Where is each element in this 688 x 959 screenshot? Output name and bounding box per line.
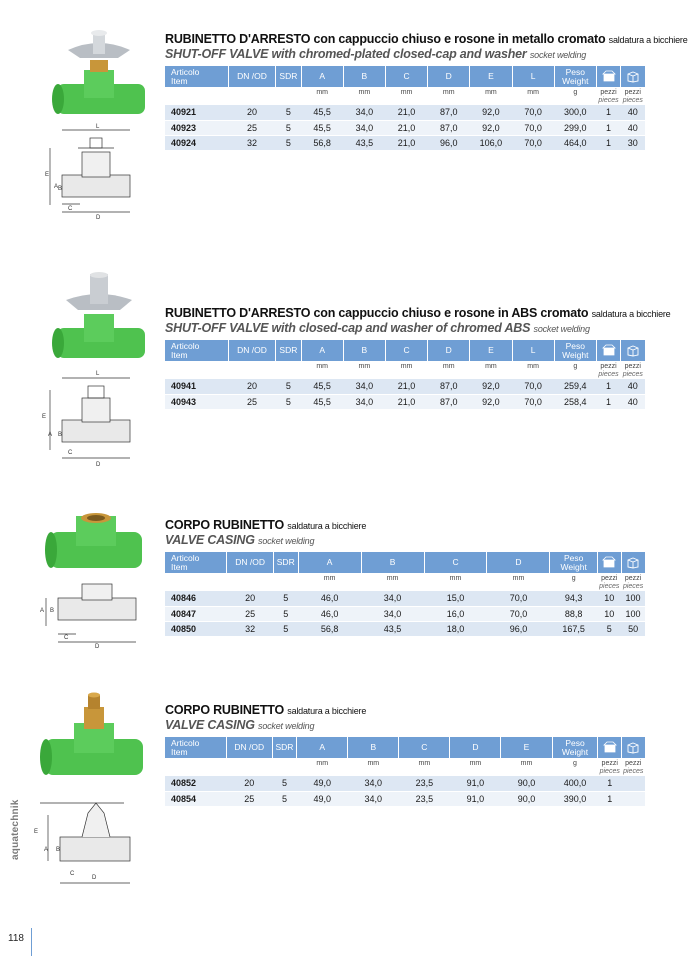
table-cell: 299,0: [554, 120, 596, 135]
table-header-cell: B: [343, 340, 385, 361]
table-row: [165, 379, 645, 394]
table-header-cell: D: [450, 737, 501, 758]
table-cell: 1: [596, 120, 620, 135]
table-header-cell: [621, 552, 645, 573]
table-cell: 25: [228, 120, 275, 135]
table-cell: 100: [621, 606, 645, 621]
table-header-cell: A: [301, 340, 343, 361]
table-header-cell: Articolo Item: [165, 552, 227, 573]
table-cell: 40: [621, 394, 645, 409]
table-header-cell: L: [512, 340, 554, 361]
table-cell: 167,5: [550, 621, 597, 636]
table-cell: 5: [597, 621, 621, 636]
table-cell: 45,5: [301, 105, 343, 120]
dim-label-E: E: [34, 829, 39, 835]
table-cell: 5: [272, 791, 297, 806]
table-header-cell: C: [385, 66, 427, 87]
dim-label-C: C: [68, 206, 73, 212]
table-cell: [621, 791, 645, 806]
section-title: [165, 32, 688, 61]
unit-cell: mm: [323, 575, 336, 582]
table-header-cell: D: [487, 552, 550, 573]
table-cell: 1: [596, 135, 620, 150]
table-header-cell: SDR: [272, 737, 297, 758]
table-cell: 92,0: [470, 394, 512, 409]
brand-logo: aquatechnik: [10, 799, 21, 860]
table-cell: 87,0: [428, 120, 470, 135]
dim-label-B: B: [58, 186, 63, 192]
spec-table: [165, 737, 645, 807]
table-cell: 92,0: [470, 379, 512, 394]
table-cell: 1: [596, 379, 620, 394]
unit-cell: mm: [442, 89, 455, 96]
table-header-cell: Peso Weight: [554, 340, 596, 361]
table-cell: 56,8: [301, 135, 343, 150]
dim-label-B: B: [58, 432, 63, 438]
table-header-cell: DN /OD: [228, 66, 275, 87]
title-english: VALVE CASING socket welding: [165, 718, 315, 732]
title-italian: CORPO RUBINETTO saldatura a bicchiere: [165, 518, 367, 532]
table-cell: 5: [276, 120, 301, 135]
dim-label-L: L: [96, 124, 100, 130]
table-cell: 50: [621, 621, 645, 636]
unit-cell: pezzi pieces: [623, 760, 644, 775]
table-cell: 87,0: [428, 105, 470, 120]
table-header-cell: Peso Weight: [550, 552, 597, 573]
table-cell: 21,0: [385, 105, 427, 120]
carton-box-icon: [626, 556, 640, 569]
table-cell: 70,0: [512, 394, 554, 409]
carton-box-icon: [626, 741, 640, 754]
table-cell: 96,0: [428, 135, 470, 150]
item-code: 40847: [165, 606, 227, 621]
table-row: [165, 105, 645, 120]
table-header-cell: Articolo Item: [165, 340, 228, 361]
table-header-cell: DN /OD: [227, 552, 273, 573]
table-header-cell: A: [297, 737, 348, 758]
table-cell: 300,0: [554, 105, 596, 120]
title-english: VALVE CASING socket welding: [165, 533, 315, 547]
unit-cell: mm: [400, 89, 413, 96]
table-cell: 70,0: [487, 606, 550, 621]
item-code: 40924: [165, 135, 228, 150]
unit-cell: pezzi pieces: [598, 363, 619, 378]
unit-cell: mm: [485, 89, 497, 96]
table-cell: 46,0: [298, 591, 361, 606]
table-cell: 1: [596, 105, 620, 120]
table-cell: 1: [598, 776, 621, 791]
table-header-cell: A: [298, 552, 361, 573]
item-code: 40852: [165, 776, 226, 791]
unit-cell: mm: [520, 760, 533, 767]
table-cell: 258,4: [554, 394, 596, 409]
table-cell: 88,8: [550, 606, 597, 621]
open-box-icon: [603, 741, 617, 754]
valve-casing-brass-stem-illustration: [0, 685, 160, 895]
units-row: [165, 758, 645, 776]
table-header-cell: Articolo Item: [165, 737, 226, 758]
table-cell: 21,0: [385, 379, 427, 394]
table-header-cell: [597, 552, 621, 573]
table-cell: 20: [227, 591, 273, 606]
table-cell: 34,0: [348, 791, 399, 806]
table-cell: 91,0: [450, 776, 501, 791]
units-row: [165, 361, 645, 379]
table-header-cell: C: [424, 552, 487, 573]
table-cell: 96,0: [487, 621, 550, 636]
table-cell: 40: [621, 120, 645, 135]
table-cell: 18,0: [424, 621, 487, 636]
open-box-icon: [602, 70, 616, 83]
table-header-cell: A: [301, 66, 343, 87]
table-cell: 23,5: [399, 776, 450, 791]
dim-label-C: C: [70, 871, 75, 877]
table-header-cell: E: [470, 340, 512, 361]
table-header-row: [165, 552, 645, 573]
table-cell: 92,0: [470, 120, 512, 135]
table-cell: 5: [273, 591, 298, 606]
unit-cell: mm: [316, 760, 329, 767]
title-italian: CORPO RUBINETTO saldatura a bicchiere: [165, 703, 367, 717]
unit-cell: [276, 87, 301, 105]
section-title: [165, 703, 366, 732]
table-row: [165, 776, 645, 791]
unit-cell: [227, 573, 273, 591]
unit-cell: [165, 87, 228, 105]
table-cell: 70,0: [512, 105, 554, 120]
unit-cell: mm: [418, 760, 431, 767]
table-header-cell: Articolo Item: [165, 66, 228, 87]
dim-label-E: E: [42, 414, 47, 420]
table-cell: 87,0: [428, 379, 470, 394]
table-header-cell: DN /OD: [228, 340, 275, 361]
dim-label-B: B: [50, 608, 55, 614]
dim-label-A: A: [48, 432, 53, 438]
table-cell: 1: [596, 394, 620, 409]
table-cell: 30: [621, 135, 645, 150]
table-cell: 5: [276, 394, 301, 409]
unit-cell: mm: [316, 363, 328, 370]
table-cell: 70,0: [512, 135, 554, 150]
table-header-cell: Peso Weight: [554, 66, 596, 87]
unit-cell: [273, 573, 298, 591]
dim-label-B: B: [56, 847, 61, 853]
table-row: [165, 394, 645, 409]
title-english: SHUT-OFF VALVE with chromed-plated closed-cap and washer socket welding: [165, 47, 587, 61]
table-cell: 40: [621, 379, 645, 394]
section-title: [165, 306, 670, 335]
table-cell: 10: [597, 606, 621, 621]
units-row: [165, 87, 645, 105]
unit-cell: g: [573, 89, 578, 96]
table-row: [165, 606, 645, 621]
item-code: 40850: [165, 621, 227, 636]
dim-label-E: E: [45, 172, 50, 178]
table-cell: 464,0: [554, 135, 596, 150]
dim-label-C: C: [64, 635, 69, 641]
table-row: [165, 591, 645, 606]
table-cell: 10: [597, 591, 621, 606]
unit-cell: [226, 758, 272, 776]
shutoff-valve-abs-cap-illustration: [0, 268, 160, 478]
table-cell: 34,0: [343, 379, 385, 394]
table-cell: 49,0: [297, 791, 348, 806]
table-cell: 21,0: [385, 394, 427, 409]
title-english: SHUT-OFF VALVE with closed-cap and washer of chromed ABS socket welding: [165, 321, 590, 335]
table-row: [165, 621, 645, 636]
table-header-row: [165, 340, 645, 361]
table-cell: 45,5: [301, 379, 343, 394]
title-italian: RUBINETTO D'ARRESTO con cappuccio chiuso e rosone in ABS cromato saldatura a bicchiere: [165, 306, 671, 320]
table-cell: 25: [228, 394, 275, 409]
unit-cell: mm: [527, 363, 539, 370]
table-header-cell: C: [399, 737, 450, 758]
unit-cell: mm: [449, 575, 462, 582]
table-cell: 87,0: [428, 394, 470, 409]
table-cell: 45,5: [301, 120, 343, 135]
table-cell: 34,0: [343, 120, 385, 135]
table-cell: 49,0: [297, 776, 348, 791]
table-cell: 43,5: [343, 135, 385, 150]
dim-label-A: A: [40, 608, 45, 614]
table-cell: 32: [227, 621, 273, 636]
table-cell: 70,0: [512, 379, 554, 394]
table-header-cell: B: [343, 66, 385, 87]
table-header-cell: SDR: [273, 552, 298, 573]
unit-cell: mm: [527, 89, 539, 96]
spec-table: [165, 66, 645, 151]
unit-cell: mm: [316, 89, 328, 96]
dim-label-D: D: [95, 644, 100, 650]
table-cell: 56,8: [298, 621, 361, 636]
unit-cell: mm: [358, 363, 371, 370]
table-cell: 40: [621, 105, 645, 120]
table-header-cell: SDR: [276, 66, 301, 87]
table-cell: 20: [228, 379, 275, 394]
unit-cell: pezzi pieces: [599, 760, 620, 775]
item-code: 40854: [165, 791, 226, 806]
table-cell: 92,0: [470, 105, 512, 120]
unit-cell: pezzi pieces: [622, 89, 643, 104]
table-cell: 91,0: [450, 791, 501, 806]
table-cell: 34,0: [348, 776, 399, 791]
dim-label-A: A: [54, 184, 59, 190]
table-cell: 34,0: [343, 105, 385, 120]
unit-cell: mm: [512, 575, 525, 582]
unit-cell: g: [571, 575, 576, 582]
table-header-cell: D: [428, 66, 470, 87]
page-number: 118: [8, 933, 24, 944]
table-cell: 5: [276, 105, 301, 120]
table-header-cell: B: [361, 552, 424, 573]
item-code: 40846: [165, 591, 227, 606]
table-cell: 20: [226, 776, 272, 791]
table-cell: 45,5: [301, 394, 343, 409]
carton-box-icon: [626, 344, 640, 357]
table-cell: 100: [621, 591, 645, 606]
table-cell: [621, 776, 645, 791]
table-header-cell: Peso Weight: [552, 737, 598, 758]
page-number-divider: [31, 928, 32, 956]
table-cell: 1: [598, 791, 621, 806]
table-header-cell: SDR: [276, 340, 301, 361]
dim-label-L: L: [96, 371, 100, 377]
table-cell: 25: [226, 791, 272, 806]
title-italian: RUBINETTO D'ARRESTO con cappuccio chiuso e rosone in metallo cromato saldatura a bicchiere: [165, 32, 688, 46]
table-cell: 20: [228, 105, 275, 120]
table-header-cell: DN /OD: [226, 737, 272, 758]
table-header-cell: [621, 340, 645, 361]
table-header-cell: E: [501, 737, 552, 758]
table-header-cell: [596, 66, 620, 87]
table-cell: 5: [276, 379, 301, 394]
unit-cell: [228, 361, 275, 379]
section-title: [165, 518, 366, 547]
unit-cell: mm: [367, 760, 380, 767]
unit-cell: [272, 758, 297, 776]
table-cell: 5: [276, 135, 301, 150]
unit-cell: mm: [469, 760, 482, 767]
dim-label-A: A: [44, 847, 49, 853]
table-cell: 23,5: [399, 791, 450, 806]
unit-cell: mm: [358, 89, 371, 96]
unit-cell: [165, 758, 226, 776]
table-header-cell: C: [385, 340, 427, 361]
table-cell: 21,0: [385, 135, 427, 150]
table-cell: 34,0: [361, 591, 424, 606]
table-cell: 5: [273, 606, 298, 621]
spec-table: [165, 340, 645, 410]
table-cell: 34,0: [361, 606, 424, 621]
table-cell: 5: [273, 621, 298, 636]
table-row: [165, 791, 645, 806]
unit-cell: [276, 361, 301, 379]
carton-box-icon: [626, 70, 640, 83]
table-header-cell: B: [348, 737, 399, 758]
table-cell: 21,0: [385, 120, 427, 135]
item-code: 40941: [165, 379, 228, 394]
open-box-icon: [602, 344, 616, 357]
spec-table: [165, 552, 645, 637]
table-cell: 34,0: [343, 394, 385, 409]
table-cell: 259,4: [554, 379, 596, 394]
table-cell: 5: [272, 776, 297, 791]
item-code: 40923: [165, 120, 228, 135]
table-cell: 90,0: [501, 791, 552, 806]
item-code: 40921: [165, 105, 228, 120]
unit-cell: pezzi pieces: [598, 89, 619, 104]
unit-cell: [165, 573, 227, 591]
unit-cell: mm: [386, 575, 399, 582]
table-cell: 90,0: [501, 776, 552, 791]
dim-label-D: D: [96, 462, 101, 468]
table-cell: 70,0: [487, 591, 550, 606]
valve-casing-illustration: [0, 500, 160, 650]
table-cell: 43,5: [361, 621, 424, 636]
table-header-cell: [621, 737, 645, 758]
table-row: [165, 120, 645, 135]
table-cell: 390,0: [552, 791, 598, 806]
unit-cell: mm: [442, 363, 455, 370]
table-header-cell: E: [470, 66, 512, 87]
table-header-row: [165, 66, 645, 87]
unit-cell: mm: [485, 363, 497, 370]
table-cell: 70,0: [512, 120, 554, 135]
unit-cell: mm: [400, 363, 413, 370]
unit-cell: g: [573, 363, 578, 370]
table-cell: 106,0: [470, 135, 512, 150]
table-header-cell: [596, 340, 620, 361]
unit-cell: [165, 361, 228, 379]
units-row: [165, 573, 645, 591]
item-code: 40943: [165, 394, 228, 409]
table-cell: 46,0: [298, 606, 361, 621]
dim-label-D: D: [92, 875, 97, 881]
unit-cell: [228, 87, 275, 105]
unit-cell: pezzi pieces: [622, 363, 643, 378]
shutoff-valve-metal-cap-illustration: [0, 0, 160, 230]
table-cell: 32: [228, 135, 275, 150]
table-header-cell: [598, 737, 621, 758]
table-header-row: [165, 737, 645, 758]
unit-cell: g: [573, 760, 577, 767]
dim-label-D: D: [96, 215, 101, 221]
table-cell: 15,0: [424, 591, 487, 606]
table-cell: 400,0: [552, 776, 598, 791]
table-cell: 25: [227, 606, 273, 621]
table-cell: 94,3: [550, 591, 597, 606]
table-header-cell: [621, 66, 645, 87]
table-header-cell: D: [428, 340, 470, 361]
table-cell: 16,0: [424, 606, 487, 621]
dim-label-C: C: [68, 450, 73, 456]
unit-cell: pezzi pieces: [622, 575, 644, 590]
unit-cell: pezzi pieces: [599, 575, 620, 590]
table-header-cell: L: [512, 66, 554, 87]
open-box-icon: [602, 556, 616, 569]
table-row: [165, 135, 645, 150]
